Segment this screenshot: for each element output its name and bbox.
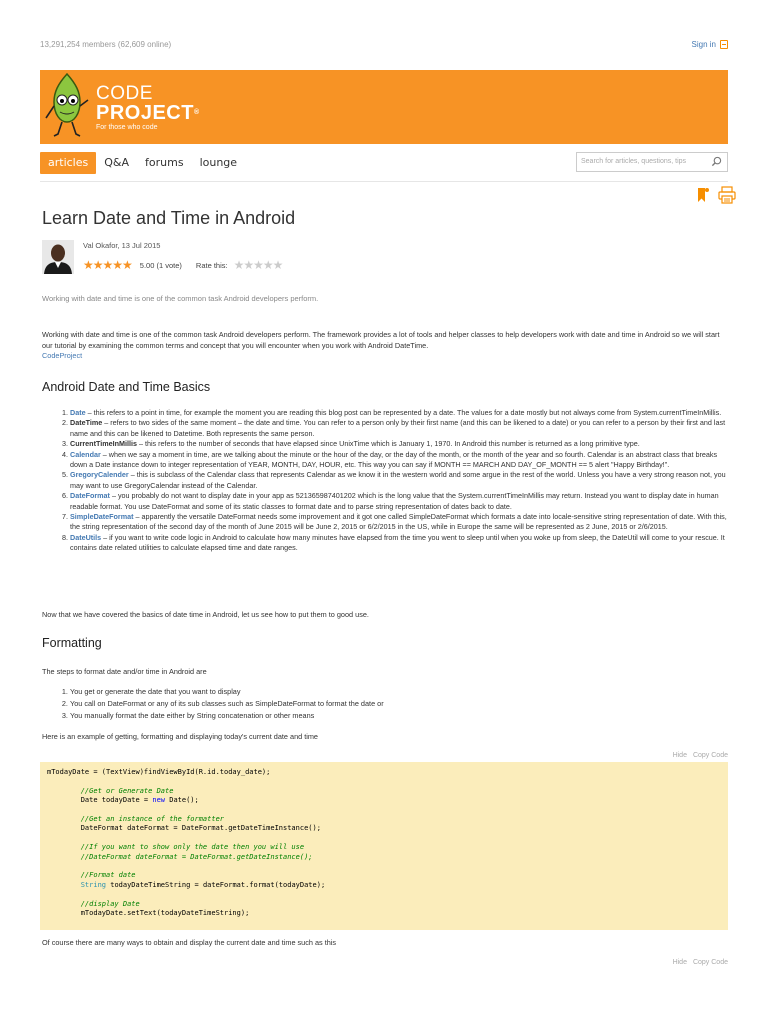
nav-item-q-a[interactable]: Q&A	[104, 156, 130, 169]
list-item	[70, 418, 728, 439]
rating-row	[83, 258, 282, 272]
rate-stars-input[interactable]: ★★★★★	[233, 258, 283, 272]
page-title: Learn Date and Time in Android	[42, 208, 296, 228]
term-name[interactable]: DateFormat	[70, 491, 110, 501]
term-description: – you probably do not want to display date in your app as 521365987401202 which is the long value that the System.currentTimeInMillis may return. Instead you want to display date in human readable format. You use DateFormat and some of its static classes to format date and to parse string representation of dates back to date.	[70, 491, 719, 511]
nav-item-articles[interactable]: articles	[40, 152, 96, 174]
list-item: 2. You call on DateFormat or any of its sub classes such as SimpleDateFormat to format the date or	[70, 698, 728, 710]
term-name[interactable]: DateUtils	[70, 532, 102, 542]
term-name[interactable]: Date	[70, 408, 86, 417]
codeproject-mascot[interactable]	[42, 70, 92, 144]
code-token: mTodayDate.setText(todayDateTimeString);	[47, 909, 250, 918]
closing-paragraph: Of course there are many ways to obtain and display the current date and time such as this	[42, 938, 337, 947]
members-count: 13,291,254 members (62,609 online)	[40, 40, 172, 49]
code-token: //Get or Generate Date	[47, 786, 174, 795]
rating-value: 5.00 (1 vote)	[139, 260, 182, 270]
print-icon[interactable]	[718, 186, 736, 204]
hide-code-button-2[interactable]: Hide	[672, 959, 687, 966]
avatar[interactable]	[42, 240, 74, 274]
list-item	[70, 512, 728, 533]
list-item	[70, 408, 728, 418]
section-heading-formatting: Formatting	[42, 636, 102, 650]
term-description: – this refers to a point in time, for example the moment you are reading this blog post can be represented by a date. The values for a date mostly but not always come from System.currentTimeInMillis.	[85, 408, 722, 417]
author-name-date[interactable]: Val Okafor, 13 Jul 2015	[83, 241, 161, 250]
logo-code: CODE	[96, 83, 153, 104]
article-intro	[42, 330, 728, 362]
list-item	[70, 439, 728, 449]
term-description: – this refers to the number of seconds that have elapsed since UnixTime which is January 1, 1970. In Android this number is returned as a long primitive type.	[136, 439, 640, 449]
code-token: DateFormat dateFormat = DateFormat.getDateTimeInstance();	[47, 824, 321, 833]
signin-icon[interactable]	[720, 40, 728, 49]
code-token: Date();	[165, 796, 199, 805]
rating-stars: ★★★★★	[83, 258, 132, 272]
logo-text[interactable]	[96, 85, 200, 132]
copy-code-button-2[interactable]: Copy Code	[692, 959, 728, 966]
hide-code-button[interactable]: Hide	[672, 752, 687, 759]
steps-list	[42, 686, 728, 722]
copy-code-button[interactable]: Copy Code	[692, 752, 728, 759]
term-name[interactable]: SimpleDateFormat	[70, 512, 134, 522]
logo-registered: ®	[193, 109, 200, 116]
code-token: //display Date	[47, 899, 140, 908]
section-heading-basics: Android Date and Time Basics	[42, 380, 211, 394]
logo-project	[96, 103, 200, 123]
term-name[interactable]: Calendar	[70, 449, 101, 459]
after-basics-paragraph: Now that we have covered the basics of date time in Android, let us see how to put them to good use.	[42, 610, 369, 619]
term-description: – when we say a moment in time, are we talking about the minute or the hour of the day, or the day of the month, or the month of the year and so fourth. Calendar is an abstract class that breaks down a Date instance down to integer representation of YEAR, MONTH, DAY, HOUR, etc. This way you can say if MONTH == MARCH AND DAY_OF_MONTH == 5 alert "Happy Birthday!".	[70, 449, 718, 470]
top-bar	[40, 40, 728, 54]
list-item	[70, 533, 728, 554]
sign-in-label[interactable]: Sign in	[691, 40, 716, 49]
author-block	[42, 240, 342, 276]
intro-paragraph: Working with date and time is one of the common task Android developers perform. The framework provides a lot of tools and helper classes to help developers work with date and time in Android so we will start our tutorial by examining the common terms and concept that you will encounter when you work with Android DateTime.	[42, 330, 720, 350]
code-token: new	[152, 796, 166, 805]
code-actions	[673, 752, 728, 759]
list-item	[70, 450, 728, 471]
code-token: Date todayDate =	[47, 796, 153, 805]
code-token: //Format date	[47, 871, 136, 880]
nav-item-lounge[interactable]: lounge	[199, 156, 238, 169]
steps-intro: The steps to format date and/or time in Android are	[42, 667, 207, 676]
term-name[interactable]: GregoryCalender	[70, 470, 129, 480]
article-tools	[694, 186, 736, 204]
search-icon[interactable]	[711, 156, 722, 167]
term-description: – apparently the versatile DateFormat needs some improvement and it got one called SimpleDateFormat which formats a date into locale-sensitive string representation of date. With this, the string representation of the second day of the month of June 2015 will be June 2, 2015 or 6/2/2015 in the US, while in Europe the same will be represented as 2 June, 2015 or 2/6/2015.	[70, 512, 727, 532]
example-intro: Here is an example of getting, formatting and displaying today's current date and time	[42, 732, 318, 741]
code-token: //Get an instance of the formatter	[47, 815, 225, 824]
list-item: 1. You get or generate the date that you want to display	[70, 686, 728, 698]
list-item: 3. You manually format the date either by String concatenation or other means	[70, 710, 728, 722]
term-description: – refers to two sides of the same moment – the date and time. You can refer to a person only by their first name (and this can be likened to a date) or you can refer to a person by their first and last name and this can be likened to Datetime. Both represents the same person.	[70, 418, 726, 438]
nav-items	[40, 152, 245, 174]
search-placeholder: Search for articles, questions, tips	[581, 158, 687, 165]
code-actions-2	[673, 959, 728, 966]
term-description: – if you want to write code logic in Android to calculate how many minutes have elapsed from the time you went to sleep until when you woke up from sleep, the DateUtil will come to your rescue. It contains date related utilities to calculate elapsed time and date ranges.	[70, 532, 725, 553]
code-token: //If you want to show only the date then you will use	[47, 843, 305, 852]
code-token: todayDateTimeString = dateFormat.format(todayDate);	[106, 880, 326, 889]
term-name: DateTime	[70, 418, 103, 428]
site-banner	[40, 70, 728, 144]
article-summary: Working with date and time is one of the common task Android developers perform.	[42, 294, 319, 303]
search-input[interactable]	[576, 152, 728, 172]
code-token: //DateFormat dateFormat = DateFormat.getDateInstance();	[47, 852, 313, 861]
list-item	[70, 470, 728, 491]
code-content[interactable]	[41, 763, 727, 924]
logo-project-word: PROJECT	[96, 102, 194, 124]
term-name: CurrentTimeInMillis	[70, 439, 137, 449]
sign-in-link[interactable]	[692, 40, 728, 49]
list-item	[70, 491, 728, 512]
rate-this-label: Rate this:	[195, 260, 228, 270]
terms-list	[42, 408, 728, 554]
code-token: mTodayDate = (TextView)findViewById(R.id.today_date);	[47, 768, 271, 776]
bookmark-icon[interactable]	[694, 186, 712, 204]
main-nav	[40, 146, 728, 182]
logo-tagline: For those who code	[96, 124, 158, 131]
code-block[interactable]	[40, 762, 728, 930]
codeproject-link[interactable]: CodeProject	[42, 351, 83, 361]
term-description: – this is subclass of the Calendar class that represents Calendar as we know it in the western world and some argue in the rest of the world. Unless you have a very strong reason not, you may want to use GregoryCalendar instead of the Calendar.	[70, 470, 726, 490]
code-token: String	[47, 880, 107, 889]
nav-item-forums[interactable]: forums	[145, 156, 184, 169]
